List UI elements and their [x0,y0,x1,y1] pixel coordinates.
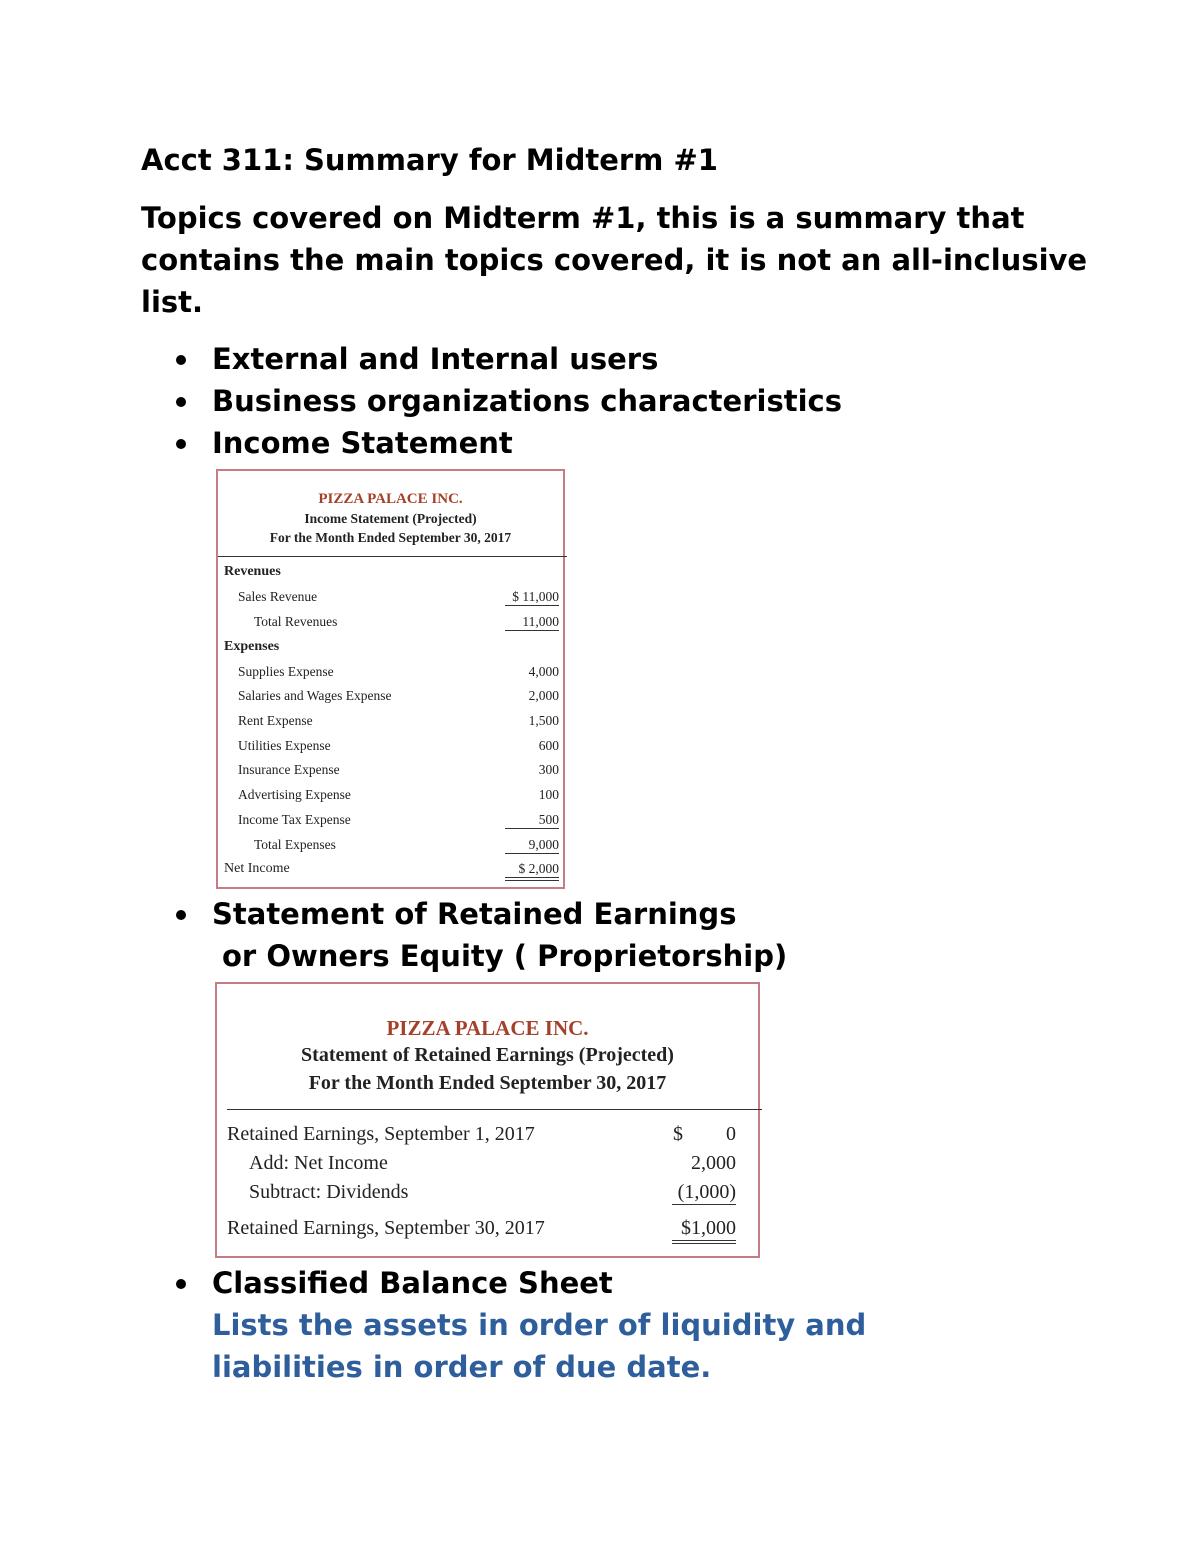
income-statement-company: PIZZA PALACE INC. [318,491,463,507]
expense-amount: 4,000 [528,664,559,679]
bullet-balance-sheet: Classified Balance Sheet [212,1266,613,1300]
sales-revenue-label: Sales Revenue [238,589,318,604]
income-statement-figure [216,469,565,889]
expense-label: Utilities Expense [238,738,331,753]
total-expenses-amount: 9,000 [505,837,559,854]
expense-amount: 300 [538,762,559,777]
bullet-income-statement: Income Statement [212,426,513,460]
income-statement-title: Income Statement (Projected) [304,511,477,526]
bullet-dot [176,355,186,365]
document-title: Acct 311: Summary for Midterm #1 [141,143,718,177]
intro-paragraph: Topics covered on Midterm #1, this is a summary that contains the main topics covered, it is not an all-inclusive list. [141,201,1088,319]
total-expenses-label: Total Expenses [254,837,336,852]
bullet-dot [176,397,186,407]
expense-label: Supplies Expense [238,664,334,679]
beginning-balance-label: Retained Earnings, September 1, 2017 [227,1123,535,1145]
beginning-currency: $ [673,1123,683,1145]
add-net-income-amount: 2,000 [691,1152,736,1174]
bullet-dot [176,439,186,449]
expense-amount: 600 [538,738,559,753]
expense-amount: 2,000 [528,688,559,703]
bullet-dot [176,1279,186,1289]
add-net-income-label: Add: Net Income [249,1152,388,1174]
expense-amount: 1,500 [528,713,559,728]
expense-label: Insurance Expense [238,762,340,777]
expenses-heading: Expenses [224,639,280,654]
sales-revenue-amount: $ 11,000 [505,589,559,606]
ending-balance-label: Retained Earnings, September 30, 2017 [227,1217,545,1239]
retained-earnings-company: PIZZA PALACE INC. [386,1016,589,1040]
expense-label: Rent Expense [238,713,313,728]
revenues-heading: Revenues [224,564,281,579]
net-income-amount: $ 2,000 [505,861,559,881]
bullet-owners-equity: or Owners Equity ( Proprietorship) [222,939,788,973]
ending-balance-amount: $1,000 [672,1217,736,1244]
expense-amount: 500 [505,812,559,829]
bullet-dot [176,910,186,920]
retained-earnings-figure [215,982,760,1258]
bullet-users: External and Internal users [212,342,659,376]
total-revenues-amount: 11,000 [505,614,559,631]
header-rule [227,1109,762,1110]
retained-earnings-title: Statement of Retained Earnings (Projected) [301,1044,674,1066]
income-statement-period: For the Month Ended September 30, 2017 [269,530,512,545]
balance-sheet-note-line1: Lists the assets in order of liquidity and [212,1308,867,1342]
bullet-retained-earnings: Statement of Retained Earnings [212,897,737,931]
beginning-balance-amount: 0 [726,1123,736,1145]
expense-label: Income Tax Expense [238,812,351,827]
bullet-business-org: Business organizations characteristics [212,384,842,418]
total-revenues-label: Total Revenues [254,614,338,629]
retained-earnings-period: For the Month Ended September 30, 2017 [308,1072,667,1094]
expense-label: Advertising Expense [238,787,351,802]
dividends-label: Subtract: Dividends [249,1181,409,1203]
balance-sheet-note-line2: liabilities in order of due date. [212,1350,712,1384]
expense-label: Salaries and Wages Expense [238,688,392,703]
header-rule [218,556,567,557]
net-income-label: Net Income [224,861,290,876]
dividends-amount: (1,000) [672,1181,736,1205]
expense-amount: 100 [538,787,559,802]
